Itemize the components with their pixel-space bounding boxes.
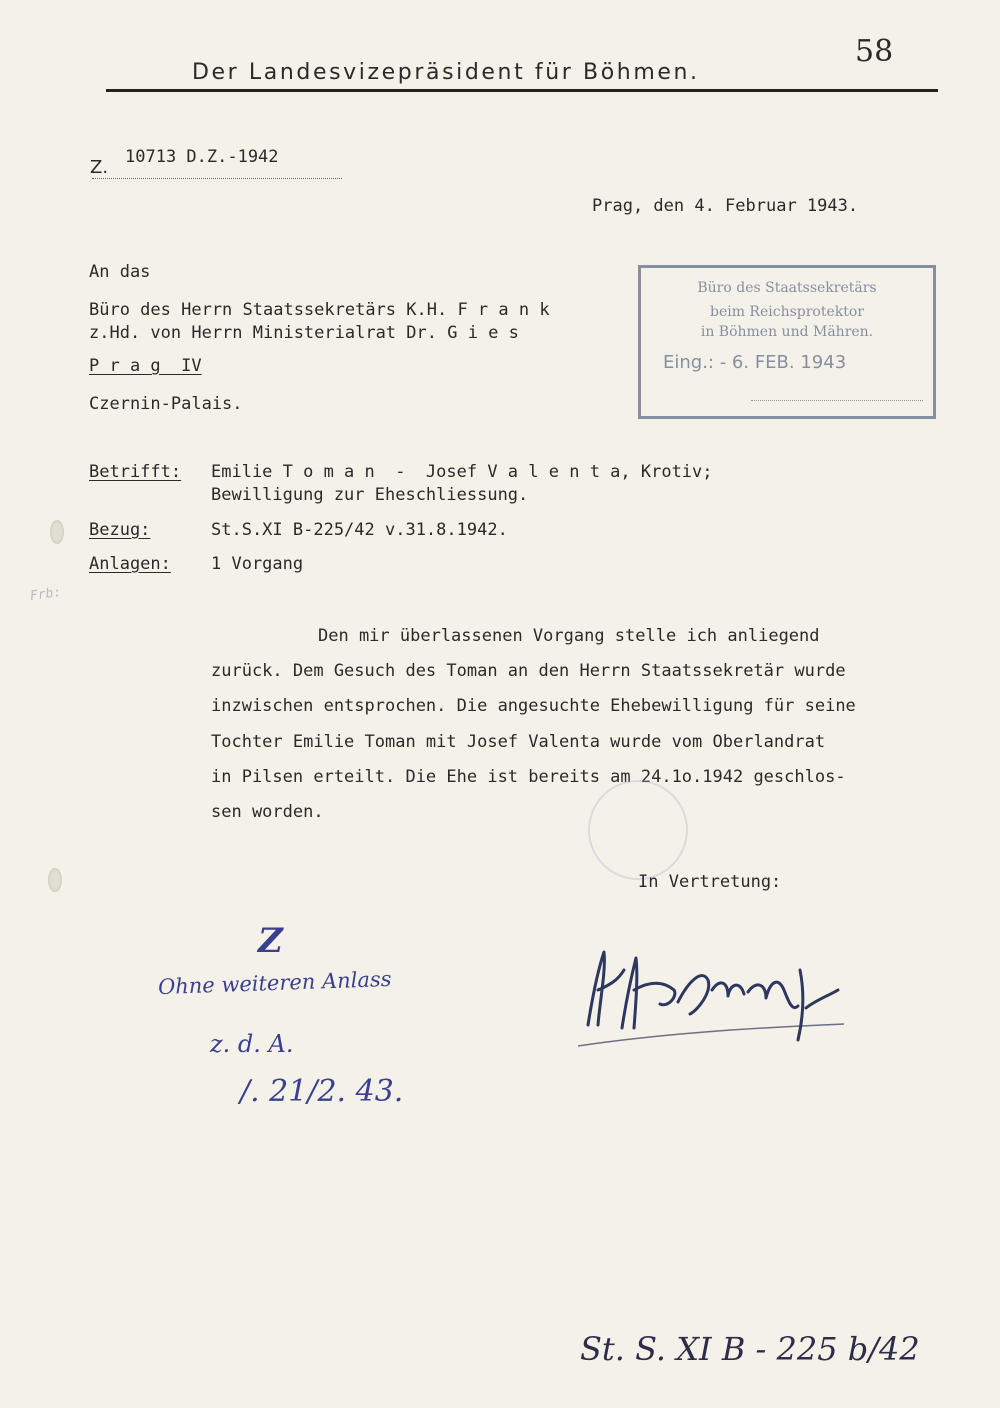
received-stamp bbox=[638, 265, 936, 419]
handwritten-note: Ohne weiteren Anlass bbox=[157, 966, 392, 1000]
reference-number: 10713 D.Z.-1942 bbox=[125, 147, 279, 167]
betrifft-line-1: Emilie T o m a n - Josef V a l e n t a, Krotiv; bbox=[211, 462, 713, 482]
anlagen-label: Anlagen: bbox=[89, 554, 171, 574]
reference-prefix: Z. bbox=[90, 157, 109, 178]
stamp-line-2: beim Reichsprotektor bbox=[709, 304, 865, 320]
anlagen-value: 1 Vorgang bbox=[211, 554, 304, 574]
body-line-1: Den mir überlassenen Vorgang stelle ich anliegend bbox=[318, 626, 820, 646]
stamp-line-1: Büro des Staatssekretärs bbox=[697, 280, 877, 296]
address-city: P r a g IV bbox=[89, 356, 202, 376]
footer-file-reference: St. S. XI B - 225 b/42 bbox=[580, 1330, 920, 1368]
bezug-value: St.S.XI B-225/42 v.31.8.1942. bbox=[211, 520, 508, 540]
stamp-dotted-line bbox=[751, 400, 923, 401]
betrifft-line-2: Bewilligung zur Eheschliessung. bbox=[211, 485, 529, 505]
handwritten-mark: Z bbox=[258, 921, 283, 961]
betrifft-label: Betrifft: bbox=[89, 462, 182, 482]
address-line-2: Büro des Herrn Staatssekretärs K.H. F r a n k bbox=[89, 300, 550, 320]
punch-hole-top bbox=[50, 520, 64, 544]
body-line-6: sen worden. bbox=[211, 802, 324, 822]
punch-hole-bottom bbox=[48, 868, 62, 892]
handwritten-zda: z. d. A. bbox=[210, 1030, 294, 1058]
body-line-4: Tochter Emilie Toman mit Josef Valenta wurde vom Oberlandrat bbox=[211, 732, 826, 752]
stamp-received-date: Eing.: - 6. FEB. 1943 bbox=[663, 352, 847, 373]
letterhead-title: Der Landesvizepräsident für Böhmen. bbox=[192, 60, 700, 85]
place-date: Prag, den 4. Februar 1943. bbox=[592, 196, 859, 216]
page-number: 58 bbox=[855, 34, 894, 69]
body-line-5: in Pilsen erteilt. Die Ehe ist bereits am 24.1o.1942 geschlos- bbox=[211, 767, 846, 787]
signature bbox=[578, 930, 848, 1050]
bezug-label: Bezug: bbox=[89, 520, 151, 540]
margin-pencil-note: Frb: bbox=[29, 584, 63, 605]
reference-rule bbox=[92, 178, 342, 179]
handwritten-initial-date: /. 21/2. 43. bbox=[240, 1074, 404, 1109]
address-line-5: Czernin-Palais. bbox=[89, 394, 243, 414]
faint-seal-impression bbox=[588, 780, 688, 880]
body-line-3: inzwischen entsprochen. Die angesuchte Ehebewilligung für seine bbox=[211, 696, 856, 716]
closing-in-vertretung: In Vertretung: bbox=[638, 872, 782, 892]
stamp-line-3: in Böhmen und Mähren. bbox=[700, 324, 874, 340]
address-line-1: An das bbox=[89, 262, 151, 282]
letterhead-rule bbox=[106, 89, 938, 92]
body-line-2: zurück. Dem Gesuch des Toman an den Herrn Staatssekretär wurde bbox=[211, 661, 846, 681]
address-line-3: z.Hd. von Herrn Ministerialrat Dr. G i e s bbox=[89, 323, 519, 343]
